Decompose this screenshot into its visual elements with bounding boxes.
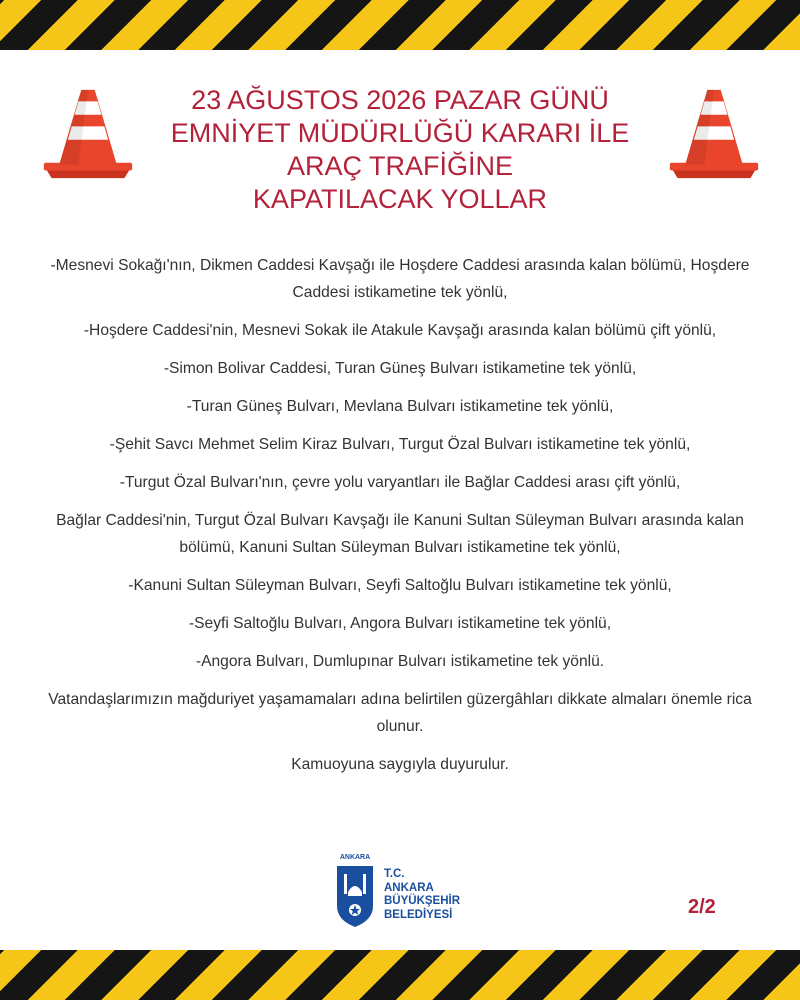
road-closure-item: Bağlar Caddesi'nin, Turgut Özal Bulvarı Kavşağı ile Kanuni Sultan Süleyman Bulvarı arasında kalan bölümü, Kanuni Sultan Süleyman Bulvarı istikametine tek yönlü, <box>56 512 744 556</box>
traffic-cone-icon <box>666 86 762 182</box>
logo-line: T.C. <box>384 868 405 880</box>
emblem-label: ANKARA <box>339 854 371 861</box>
logo-line: ANKARA <box>384 881 434 894</box>
road-closure-item: -Turgut Özal Bulvarı'nın, çevre yolu varyantları ile Bağlar Caddesi arası çift yönlü, <box>119 474 681 491</box>
ankara-emblem-icon <box>334 856 376 928</box>
logo-line: BELEDİYESİ <box>384 908 453 921</box>
traffic-cone-icon <box>40 86 136 182</box>
road-closure-item: -Kanuni Sultan Süleyman Bulvarı, Seyfi Saltoğlu Bulvarı istikametine tek yönlü, <box>128 577 672 594</box>
road-closure-item: -Seyfi Saltoğlu Bulvarı, Angora Bulvarı istikametine tek yönlü, <box>188 615 612 632</box>
page-number: 2/2 <box>688 896 716 918</box>
hazard-stripe-top <box>0 0 800 50</box>
emblem-wrapper <box>334 856 376 928</box>
notice-paragraph: Vatandaşlarımızın mağduriyet yaşamamaları adına belirtilen güzergâhları dikkate almaları önemle rica olunur. <box>48 691 752 735</box>
title-line: EMNİYET MÜDÜRLÜĞÜ KARARI İLE <box>170 118 630 148</box>
announcement-body <box>40 252 760 789</box>
road-closure-item: -Mesnevi Sokağı'nın, Dikmen Caddesi Kavşağı ile Hoşdere Caddesi arasında kalan bölümü, Hoşdere Caddesi istikametine tek yönlü, <box>50 257 750 301</box>
road-closure-item: -Turan Güneş Bulvarı, Mevlana Bulvarı istikametine tek yönlü, <box>186 398 614 415</box>
title-line: 23 AĞUSTOS 2026 PAZAR GÜNÜ <box>191 85 609 115</box>
road-closure-item: -Şehit Savcı Mehmet Selim Kiraz Bulvarı, Turgut Özal Bulvarı istikametine tek yönlü, <box>109 436 691 453</box>
hazard-stripe-bottom <box>0 950 800 1000</box>
title-line: KAPATILACAK YOLLAR <box>252 184 548 214</box>
logo-line: BÜYÜKŞEHİR <box>384 895 461 907</box>
road-closure-item: -Hoşdere Caddesi'nin, Mesnevi Sokak ile Atakule Kavşağı arasında kalan bölümü çift yönlü, <box>83 322 717 339</box>
page-title <box>150 84 650 216</box>
road-closure-item: -Angora Bulvarı, Dumlupınar Bulvarı istikametine tek yönlü. <box>195 653 605 670</box>
logo-text <box>384 868 460 922</box>
closing-paragraph: Kamuoyuna saygıyla duyurulur. <box>291 756 509 773</box>
title-line: ARAÇ TRAFİĞİNE <box>286 151 514 181</box>
road-closure-item: -Simon Bolivar Caddesi, Turan Güneş Bulvarı istikametine tek yönlü, <box>163 360 637 377</box>
municipality-logo <box>334 856 460 930</box>
